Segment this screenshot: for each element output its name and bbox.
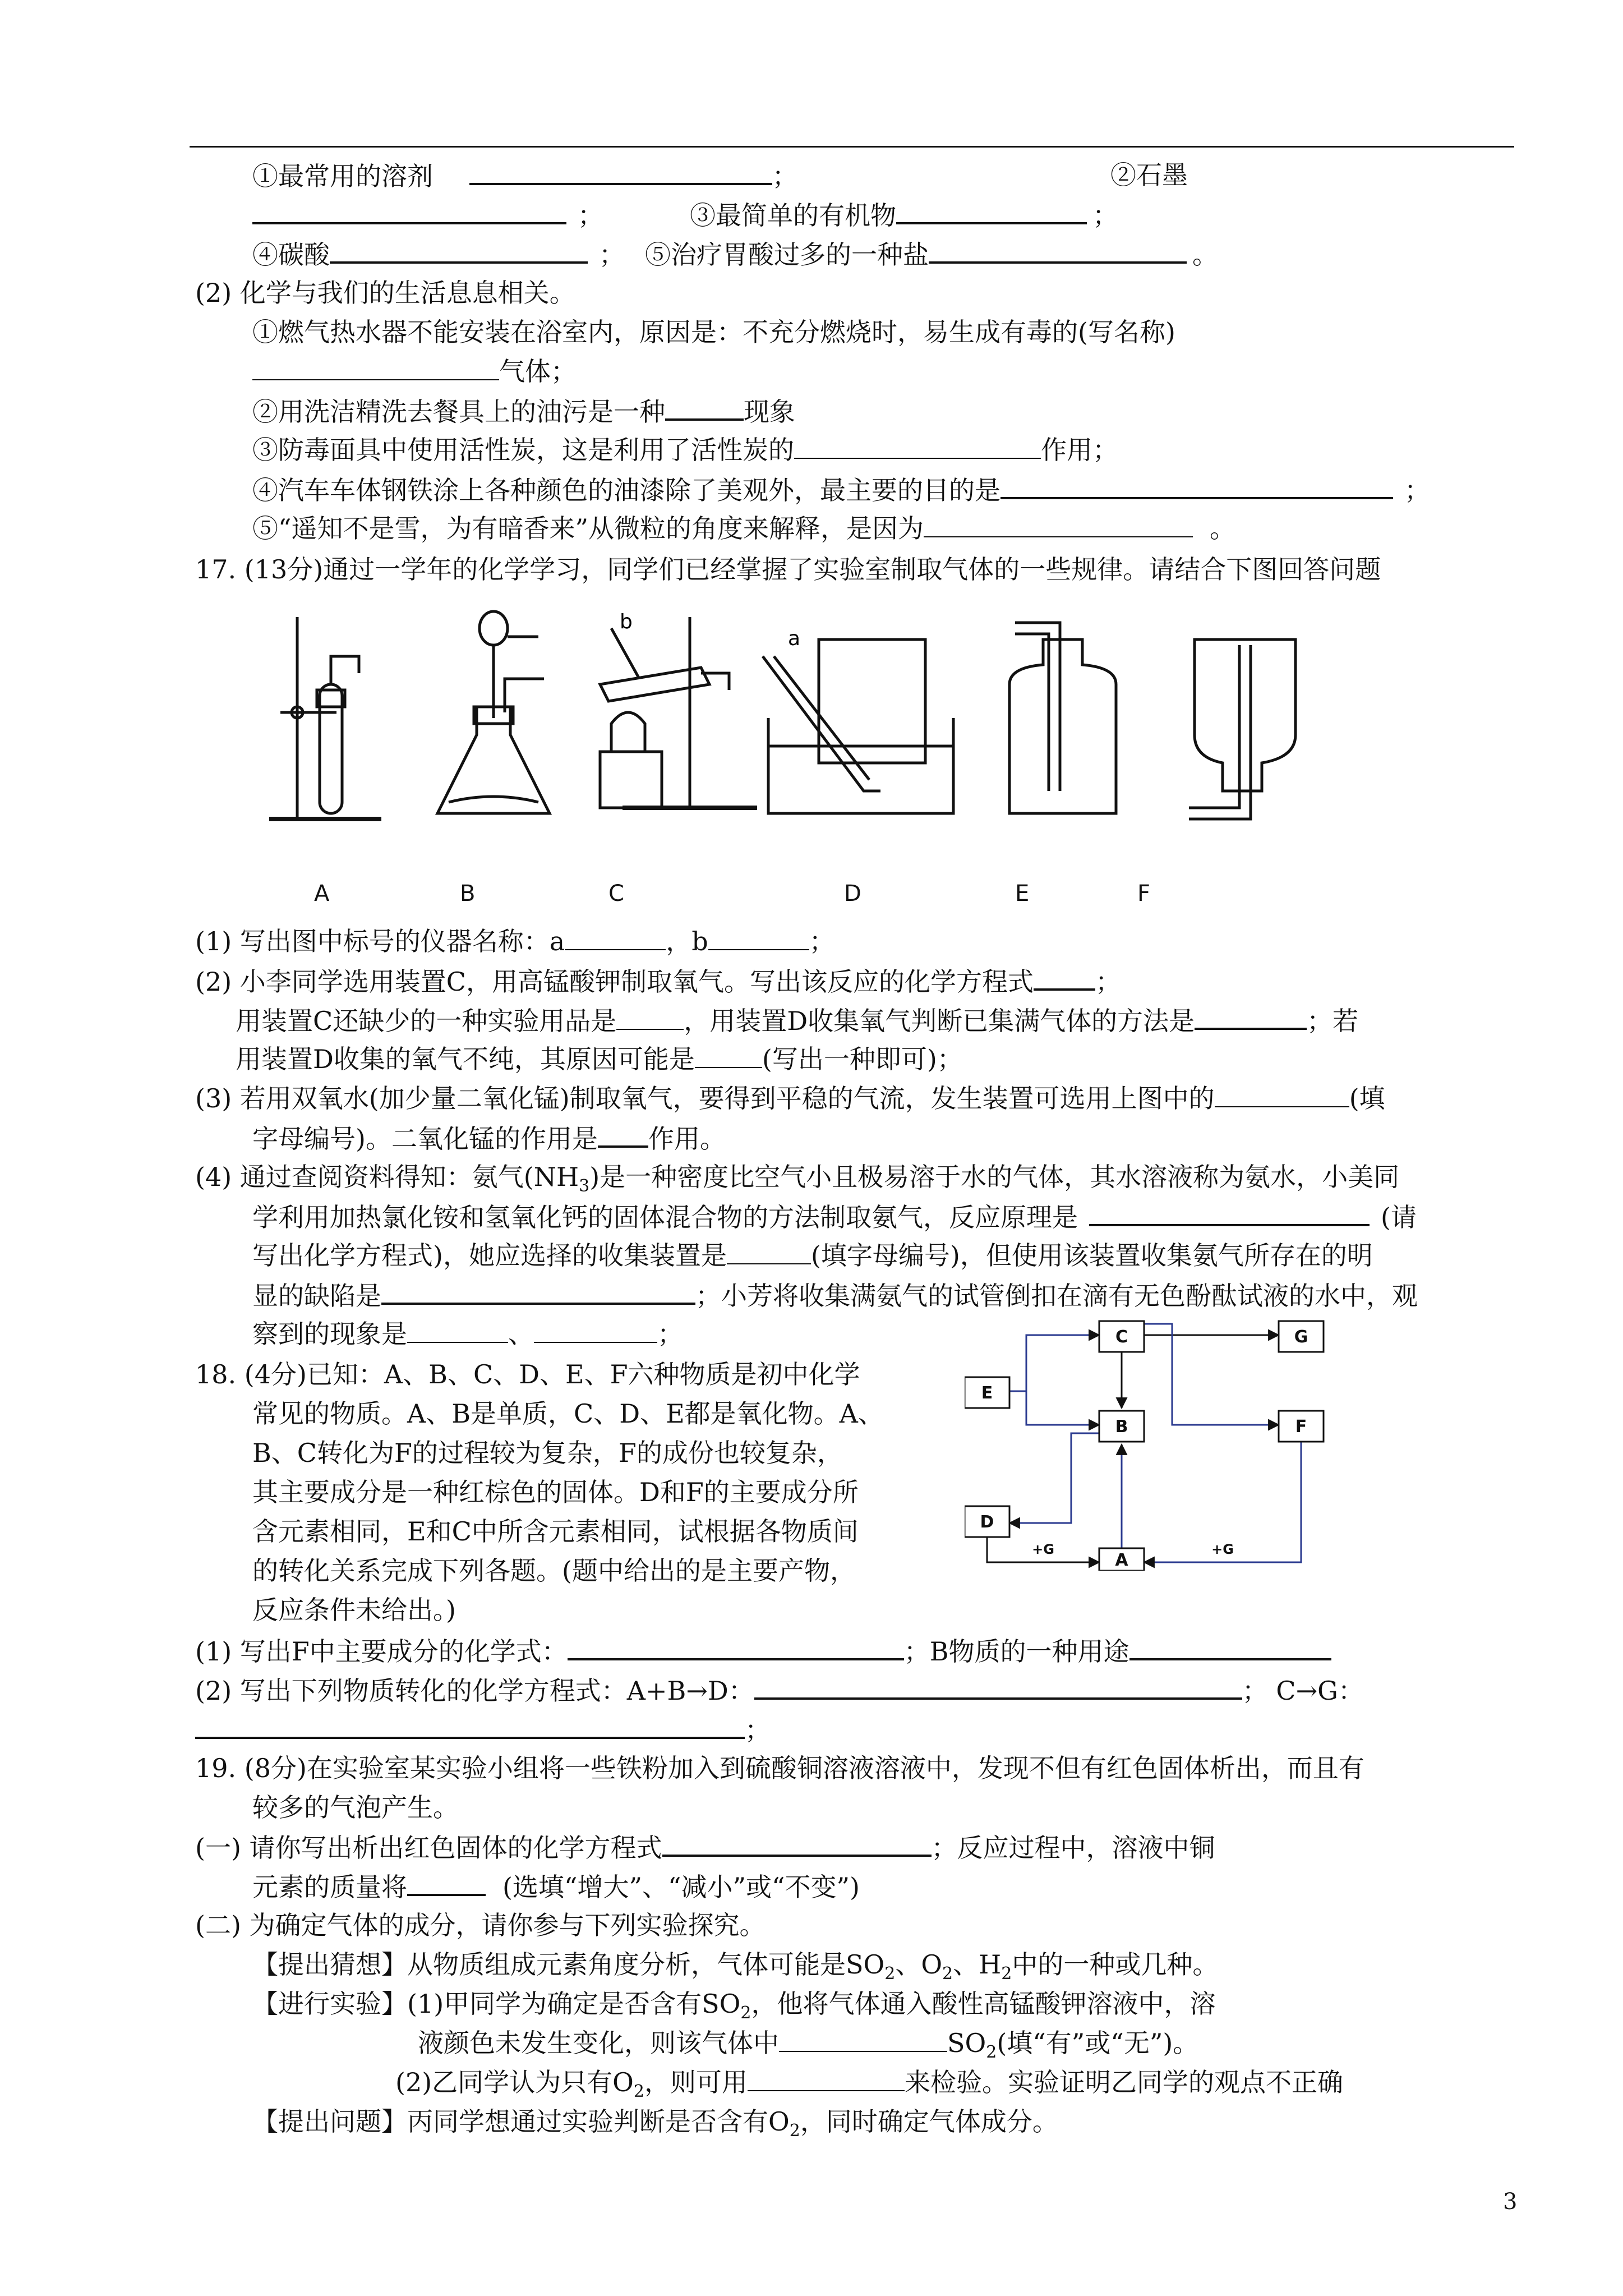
- page-number: 3: [1503, 2189, 1518, 2215]
- text: (2) 写出下列物质转化的化学方程式：A+B→D：: [195, 1676, 754, 1706]
- node-e-label: E: [981, 1383, 993, 1403]
- answer-blank[interactable]: [1195, 1003, 1307, 1030]
- subscript: 2: [884, 1964, 896, 1984]
- text: (2) 小李同学选用装置C，用高锰酸钾制取氧气。写出该反应的化学方程式: [195, 967, 1034, 997]
- q19-hypothesis: [252, 1948, 1218, 1991]
- text: 【提出问题】丙同学想通过实验判断是否含有O: [252, 2106, 790, 2137]
- q18-text-6: 的转化关系完成下列各题。(题中给出的是主要产物，: [252, 1556, 856, 1586]
- answer-blank[interactable]: [727, 1239, 811, 1264]
- text: 。: [1192, 240, 1218, 270]
- subscript: 2: [740, 2003, 751, 2023]
- answer-blank[interactable]: [794, 433, 1041, 459]
- q18-text-1: 18. (4分)已知：A、B、C、D、E、F六种物质是初中化学: [195, 1359, 860, 1389]
- answer-blank[interactable]: [252, 355, 499, 380]
- text: 中的一种或几种。: [1012, 1949, 1219, 1980]
- text: 用装置C还缺少的一种实验用品是: [236, 1006, 617, 1036]
- subscript: 2: [633, 2082, 644, 2102]
- answer-blank[interactable]: [779, 2026, 947, 2052]
- text: ；小芳将收集满氨气的试管倒扣在滴有无色酚酞试液的水中，观: [695, 1281, 1418, 1311]
- figure-label-c: C: [608, 881, 624, 907]
- q16-line3-right: [645, 237, 1218, 272]
- text: 、: [508, 1319, 534, 1349]
- text: ④碳酸: [252, 240, 330, 270]
- q17-part4e: [252, 1317, 683, 1351]
- node-f-label: F: [1295, 1417, 1307, 1437]
- q17-title: 17. (13分)通过一学年的化学学习，同学们已经掌握了实验室制取气体的一些规律。请结合下图回答问题: [195, 554, 1381, 585]
- q16-part2-1: ①燃气热水器不能安装在浴室内，原因是：不充分燃烧时，易生成有毒的(写名称): [252, 317, 1175, 347]
- figure-label-b: B: [460, 881, 476, 907]
- text: ，b: [666, 926, 708, 956]
- q17-part1: [195, 924, 835, 958]
- text: 。: [1210, 513, 1236, 544]
- figure-label-f: F: [1137, 881, 1151, 907]
- q16-part2-4: [252, 472, 1430, 507]
- q16-part2-2: [252, 394, 795, 429]
- q18-part2: [195, 1673, 1364, 1708]
- q19-question: [252, 2105, 1058, 2148]
- text: (1) 写出F中主要成分的化学式：: [195, 1636, 568, 1667]
- text: 元素的质量将: [252, 1872, 407, 1902]
- q17-part4c: [252, 1239, 1373, 1272]
- text: (写出一种即可)；: [762, 1044, 963, 1074]
- text: 字母编号)。二氧化锰的作用是: [252, 1124, 598, 1154]
- q19-experiment-1b: [418, 2026, 1198, 2069]
- text: ，则可用: [644, 2067, 748, 2097]
- apparatus-e-icon: [1009, 623, 1116, 813]
- text: ；: [1092, 200, 1118, 231]
- answer-blank[interactable]: [896, 197, 1087, 224]
- q17-part3b: [252, 1121, 726, 1156]
- text: ；: [809, 926, 835, 956]
- answer-blank[interactable]: [616, 1004, 684, 1030]
- q19-section1: [195, 1830, 1215, 1865]
- text: (填“有”或“无”)。: [997, 2028, 1199, 2058]
- text: (请: [1381, 1202, 1417, 1232]
- q16-line1: [252, 158, 798, 193]
- text: (1) 写出图中标号的仪器名称：a: [195, 926, 565, 956]
- answer-blank[interactable]: [665, 394, 744, 421]
- text: ； C→G：: [1242, 1676, 1364, 1706]
- figure-label-d: D: [844, 881, 861, 907]
- q17-part2: [195, 964, 1121, 999]
- text: 现象: [744, 397, 795, 427]
- apparatus-f-icon: [1189, 639, 1295, 819]
- answer-blank[interactable]: [1215, 1082, 1349, 1107]
- text: )是一种密度比空气小且极易溶于水的气体，其水溶液称为氨水，小美同: [589, 1162, 1400, 1192]
- text: 显的缺陷是: [252, 1281, 381, 1311]
- q16-part2: (2) 化学与我们的生活息息相关。: [195, 278, 575, 308]
- text: SO: [947, 2028, 986, 2058]
- text: ①最常用的溶剂: [252, 161, 433, 191]
- q19-text-2: 较多的气泡产生。: [252, 1792, 459, 1823]
- q17-part2b: [236, 1003, 1358, 1038]
- text: ；B物质的一种用途: [903, 1636, 1129, 1667]
- answer-blank[interactable]: [195, 1712, 745, 1739]
- subscript: 2: [986, 2042, 997, 2063]
- apparatus-d-icon: [763, 639, 953, 813]
- node-d-label: D: [980, 1512, 994, 1532]
- text: ；: [578, 200, 603, 231]
- q18-text-5: 含元素相同，E和C中所含元素相同，试根据各物质间: [252, 1516, 859, 1547]
- node-a-label: A: [1115, 1550, 1128, 1570]
- text: ；: [745, 1715, 771, 1745]
- q19-section1b: [252, 1869, 860, 1904]
- text: (一) 请你写出析出红色固体的化学方程式: [195, 1833, 662, 1863]
- text: 、O: [895, 1949, 943, 1980]
- answer-blank[interactable]: [662, 1830, 932, 1857]
- conversion-diagram: [965, 1307, 1357, 1571]
- header-rule: [190, 146, 1514, 148]
- text: 、H: [953, 1949, 1002, 1980]
- text: 气体；: [499, 356, 577, 386]
- q18-text-2: 常见的物质。A、B是单质，C、D、E都是氧化物。A、: [252, 1398, 884, 1429]
- text: ③防毒面具中使用活性炭，这是利用了活性炭的: [252, 435, 794, 465]
- q19-experiment-2: [395, 2065, 1343, 2109]
- text: 来检验。实验证明乙同学的观点不正确: [904, 2067, 1343, 2097]
- text: 液颜色未发生变化，则该气体中: [418, 2028, 779, 2058]
- answer-blank[interactable]: [748, 2065, 905, 2091]
- answer-blank[interactable]: [598, 1121, 648, 1148]
- apparatus-b-icon: [437, 611, 550, 813]
- answer-blank[interactable]: [330, 237, 588, 264]
- q19-section2: (二) 为确定气体的成分，请你参与下列实验探究。: [195, 1910, 766, 1940]
- q17-part3: [195, 1082, 1385, 1115]
- edge-label-fg: +G: [1211, 1542, 1234, 1557]
- text: 用装置D收集的氧气不纯，其原因可能是: [236, 1044, 695, 1074]
- apparatus-figure: [264, 606, 1531, 864]
- text: ；若: [1307, 1006, 1359, 1036]
- answer-blank[interactable]: [1034, 964, 1095, 991]
- edge-label-dg: +G: [1032, 1542, 1054, 1557]
- figure-label-a: A: [314, 881, 330, 907]
- answer-blank[interactable]: [252, 197, 566, 224]
- text: ，他将气体通入酸性高锰酸钾溶液中，溶: [751, 1989, 1216, 2019]
- answer-blank[interactable]: [407, 1317, 508, 1343]
- answer-blank[interactable]: [754, 1673, 1242, 1700]
- q16-part2-1b: [252, 355, 577, 388]
- q18-part2b: [195, 1712, 771, 1747]
- text: ④汽车车体钢铁涂上各种颜色的油漆除了美观外，最主要的目的是: [252, 475, 1000, 505]
- text: ；: [772, 161, 798, 191]
- answer-blank[interactable]: [1089, 1199, 1370, 1226]
- subscript: 3: [579, 1176, 590, 1197]
- text: 作用；: [1041, 435, 1118, 465]
- q16-line2: [252, 197, 603, 232]
- q17-part4: [195, 1160, 1399, 1203]
- text: ；: [657, 1319, 683, 1349]
- text: (3) 若用双氧水(加少量二氧化锰)制取氧气，要得到平稳的气流，发生装置可选用上图中的: [195, 1083, 1215, 1114]
- text: 写出化学方程式)，她应选择的收集装置是: [252, 1240, 727, 1271]
- text: 察到的现象是: [252, 1319, 407, 1349]
- q16-part2-3: [252, 433, 1118, 467]
- text: ②用洗洁精洗去餐具上的油污是一种: [252, 397, 665, 427]
- q18-part1: [195, 1634, 1331, 1668]
- answer-blank[interactable]: [1129, 1634, 1331, 1660]
- apparatus-a-icon: [269, 617, 381, 819]
- answer-blank[interactable]: [929, 237, 1187, 264]
- text: ，用装置D收集氧气判断已集满气体的方法是: [684, 1006, 1195, 1036]
- answer-blank[interactable]: [568, 1634, 904, 1660]
- answer-blank[interactable]: [708, 924, 809, 950]
- q16-line2-right: [690, 197, 1118, 232]
- text: ；: [1404, 475, 1430, 505]
- answer-blank[interactable]: [381, 1278, 695, 1305]
- text: ；反应过程中，溶液中铜: [931, 1833, 1215, 1863]
- text: 【进行实验】(1)甲同学为确定是否含有SO: [252, 1989, 741, 2019]
- answer-blank[interactable]: [469, 158, 772, 185]
- text: (选填“增大”、“减小”或“不变”): [502, 1872, 860, 1902]
- text: ⑤“遥知不是雪，为有暗香来”从微粒的角度来解释，是因为: [252, 513, 924, 544]
- node-b-label: B: [1115, 1417, 1128, 1437]
- subscript: 2: [942, 1964, 953, 1984]
- text: ，同时确定气体成分。: [800, 2106, 1058, 2137]
- q17-part4b: [252, 1199, 1417, 1234]
- q19-text-1: 19. (8分)在实验室某实验小组将一些铁粉加入到硫酸铜溶液溶液中，发现不但有红色固体析出，而且有: [195, 1753, 1364, 1783]
- mark-a-label: a: [788, 627, 801, 650]
- q18-text-7: 反应条件未给出。): [252, 1595, 456, 1625]
- subscript: 2: [1001, 1964, 1012, 1984]
- q16-line3: [252, 237, 625, 272]
- answer-blank[interactable]: [1000, 472, 1393, 499]
- text: ②石墨: [1110, 160, 1188, 190]
- mark-b-label: b: [620, 610, 633, 633]
- text: ；: [1095, 967, 1121, 997]
- answer-blank[interactable]: [407, 1869, 486, 1896]
- q18-text-4: 其主要成分是一种红棕色的固体。D和F的主要成分所: [252, 1477, 859, 1507]
- q19-experiment-1: [252, 1987, 1215, 2030]
- subscript: 2: [789, 2121, 800, 2141]
- answer-blank[interactable]: [695, 1042, 762, 1068]
- q17-part2c: [236, 1042, 963, 1076]
- q16-part2-5: [252, 512, 1235, 545]
- apparatus-c-icon: [600, 617, 757, 808]
- text: ③最简单的有机物: [690, 200, 896, 231]
- q18-text-3: B、C转化为F的过程较为复杂，F的成份也较复杂，: [252, 1438, 843, 1468]
- node-c-label: C: [1115, 1327, 1128, 1347]
- q16-line1-right: [1110, 158, 1188, 192]
- text: 作用。: [648, 1124, 726, 1154]
- figure-label-e: E: [1015, 881, 1030, 907]
- answer-blank[interactable]: [534, 1317, 657, 1343]
- answer-blank[interactable]: [924, 512, 1193, 537]
- text: 【提出猜想】从物质组成元素角度分析，气体可能是SO: [252, 1949, 885, 1980]
- text: (填字母编号)，但使用该装置收集氨气所存在的明: [810, 1240, 1373, 1271]
- answer-blank[interactable]: [565, 924, 666, 950]
- text: 学利用加热氯化铵和氢氧化钙的固体混合物的方法制取氨气，反应原理是: [252, 1202, 1078, 1232]
- text: (填: [1349, 1083, 1385, 1114]
- text: (4) 通过查阅资料得知：氨气(NH: [195, 1162, 579, 1192]
- node-g-label: G: [1294, 1327, 1308, 1347]
- text: (2)乙同学认为只有O: [395, 2067, 634, 2097]
- text: ⑤治疗胃酸过多的一种盐: [645, 240, 929, 270]
- text: ；: [599, 240, 625, 270]
